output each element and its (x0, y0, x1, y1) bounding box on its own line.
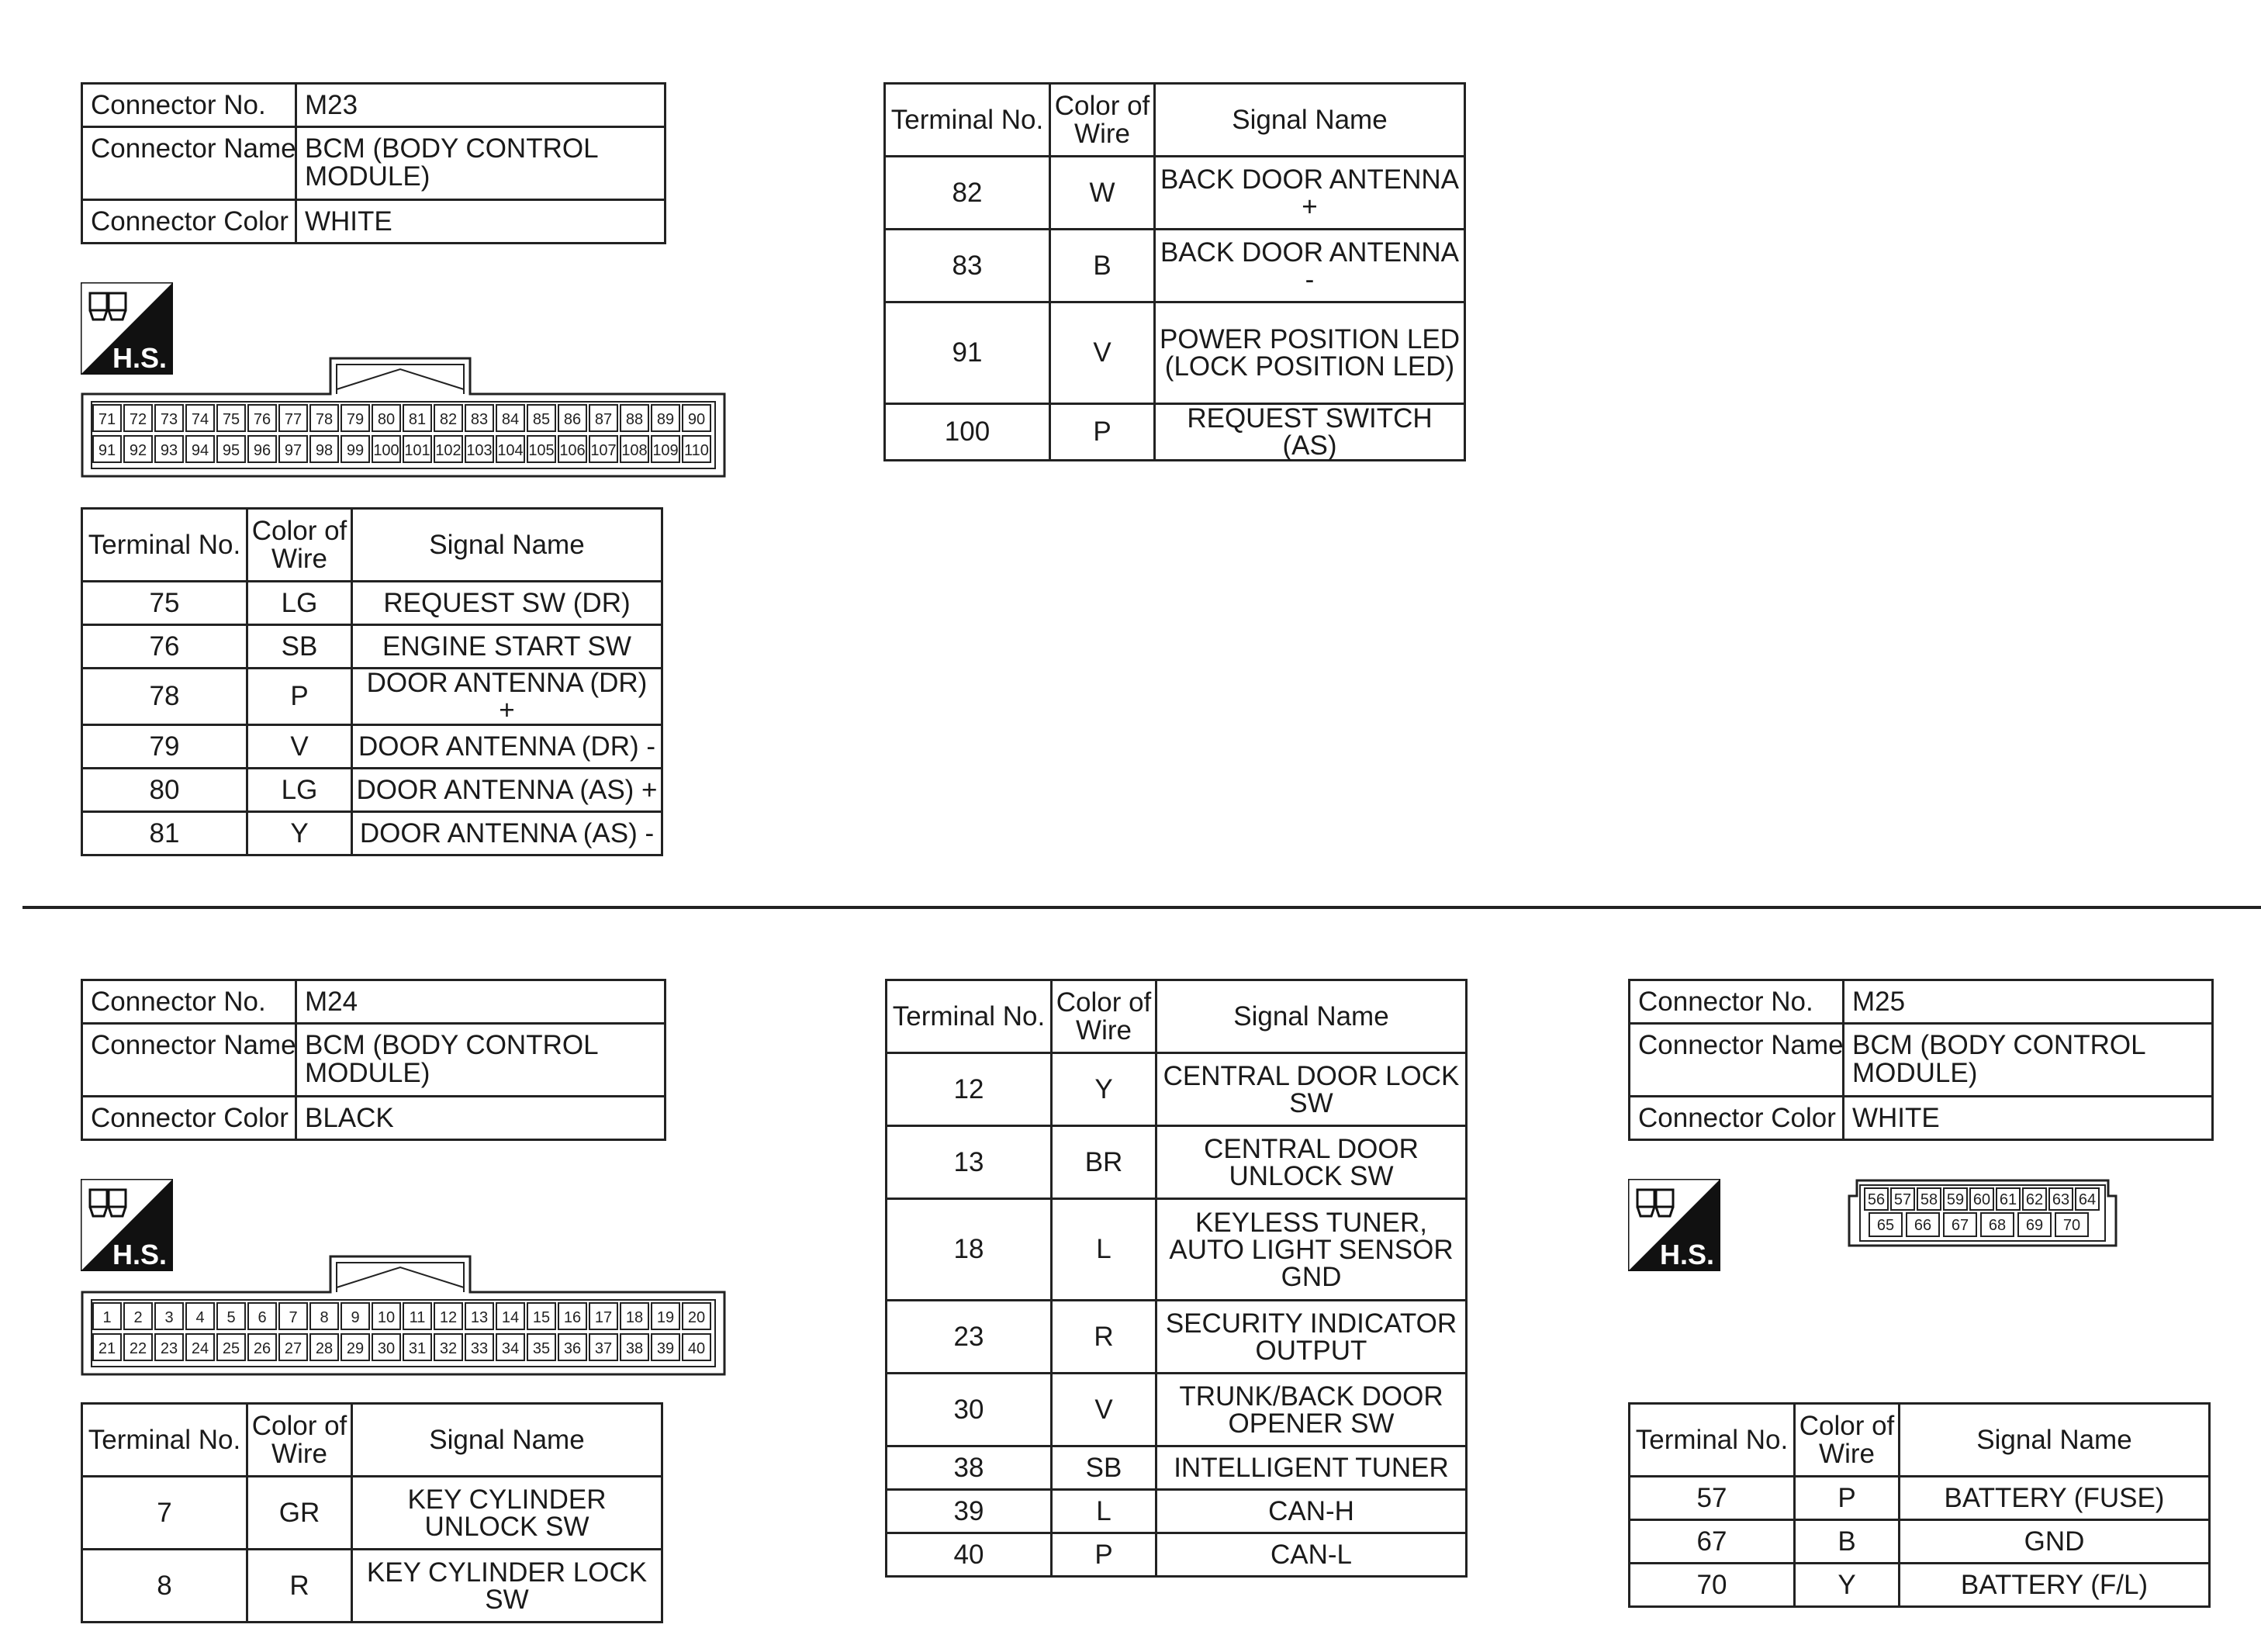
pin-number: 32 (439, 1340, 458, 1357)
signal-name-cell: INTELLIGENT TUNER (1156, 1446, 1467, 1490)
table-row (887, 1446, 1467, 1490)
terminal-no-cell: 23 (887, 1301, 1052, 1374)
terminal-no-cell: 70 (1630, 1564, 1795, 1607)
pin-number: 8 (320, 1309, 329, 1326)
terminal-table-m24-a (81, 1402, 663, 1623)
pin-number: 7 (289, 1309, 298, 1326)
connector-color-label: Connector Color (1630, 1097, 1844, 1140)
connector-no-label: Connector No. (82, 980, 296, 1024)
pin-number: 13 (470, 1309, 489, 1326)
terminal-no-cell: 100 (885, 404, 1050, 461)
harness-side-label: H.S. (112, 1239, 168, 1270)
pin-number: 67 (1951, 1217, 1969, 1234)
pin-number: 1 (102, 1309, 112, 1326)
terminal-no-cell: 39 (887, 1490, 1052, 1533)
signal-name-cell: BACK DOOR ANTENNA - (1155, 230, 1465, 302)
wire-color-cell: L (1052, 1199, 1156, 1301)
header-signal-name: Signal Name (352, 509, 662, 582)
table-row (1630, 1477, 2210, 1520)
pin-number: 26 (253, 1340, 271, 1357)
connector-info-m25 (1628, 979, 2214, 1141)
table-row (887, 1374, 1467, 1446)
signal-name-cell: ENGINE START SW (352, 625, 662, 669)
terminal-no-cell: 83 (885, 230, 1050, 302)
wire-color-cell: Y (1052, 1053, 1156, 1126)
terminal-no-cell: 82 (885, 157, 1050, 230)
wire-color-cell: Y (1795, 1564, 1900, 1607)
table-row (885, 302, 1465, 404)
connector-name-value: BCM (BODY CONTROL MODULE) (1844, 1024, 2213, 1097)
table-row (1630, 1520, 2210, 1564)
wire-color-cell: V (1052, 1374, 1156, 1446)
table-row (82, 769, 662, 812)
pin-number: 34 (501, 1340, 520, 1357)
terminal-no-cell: 91 (885, 302, 1050, 404)
pin-number: 63 (2052, 1191, 2070, 1208)
table-row (887, 1533, 1467, 1577)
terminal-no-cell: 38 (887, 1446, 1052, 1490)
wire-color-cell: SB (247, 625, 352, 669)
table-row (82, 669, 662, 725)
pin-number: 9 (351, 1309, 360, 1326)
connector-name-label: Connector Name (1630, 1024, 1844, 1097)
pin-number: 105 (528, 442, 555, 459)
pin-number: 82 (439, 411, 458, 428)
pin-number: 4 (195, 1309, 205, 1326)
wire-color-cell: P (247, 669, 352, 725)
pin-number: 40 (687, 1340, 706, 1357)
pin-number: 60 (1972, 1191, 1991, 1208)
header-signal-name: Signal Name (1156, 980, 1467, 1053)
pin-number: 79 (346, 411, 365, 428)
header-terminal-no: Terminal No. (82, 1404, 247, 1477)
pin-number: 80 (377, 411, 396, 428)
harness-side-label: H.S. (112, 342, 168, 374)
wire-color-cell: P (1052, 1533, 1156, 1577)
signal-name-cell: CAN-L (1156, 1533, 1467, 1577)
signal-name-cell: KEY CYLINDER UNLOCK SW (352, 1477, 662, 1550)
section-divider (22, 906, 2261, 909)
connector-name-label: Connector Name (82, 1024, 296, 1097)
connector-no-value: M24 (296, 980, 666, 1024)
pin-number: 85 (532, 411, 551, 428)
pin-number: 23 (160, 1340, 178, 1357)
pin-number: 37 (594, 1340, 613, 1357)
signal-name-cell: SECURITY INDICATOR OUTPUT (1156, 1301, 1467, 1374)
connector-name-value: BCM (BODY CONTROL MODULE) (296, 127, 666, 200)
table-row (885, 230, 1465, 302)
pin-number: 69 (2025, 1217, 2044, 1234)
header-wire-color: Color of Wire (1795, 1404, 1900, 1477)
wire-color-cell: LG (247, 582, 352, 625)
terminal-table-m24-b (885, 979, 1468, 1578)
pin-number: 108 (621, 442, 648, 459)
signal-name-cell: REQUEST SW (DR) (352, 582, 662, 625)
pin-number: 19 (656, 1309, 675, 1326)
connector-info-m23 (81, 82, 666, 244)
terminal-no-cell: 57 (1630, 1477, 1795, 1520)
header-terminal-no: Terminal No. (887, 980, 1052, 1053)
wire-color-cell: L (1052, 1490, 1156, 1533)
pin-number: 73 (160, 411, 178, 428)
terminal-no-cell: 79 (82, 725, 247, 769)
connector-color-label: Connector Color (82, 1097, 296, 1140)
pin-number: 107 (590, 442, 617, 459)
pin-number: 65 (1876, 1217, 1895, 1234)
header-signal-name: Signal Name (1155, 84, 1465, 157)
signal-name-cell: KEYLESS TUNER, AUTO LIGHT SENSOR GND (1156, 1199, 1467, 1301)
table-row (82, 1477, 662, 1550)
pin-number: 100 (373, 442, 399, 459)
terminal-no-cell: 8 (82, 1550, 247, 1623)
connector-no-label: Connector No. (82, 84, 296, 127)
wire-color-cell: SB (1052, 1446, 1156, 1490)
wire-color-cell: GR (247, 1477, 352, 1550)
header-signal-name: Signal Name (352, 1404, 662, 1477)
signal-name-cell: DOOR ANTENNA (AS) - (352, 812, 662, 855)
pin-number: 99 (346, 442, 365, 459)
table-row (887, 1301, 1467, 1374)
connector-name-label: Connector Name (82, 127, 296, 200)
pin-number: 94 (191, 442, 209, 459)
terminal-no-cell: 75 (82, 582, 247, 625)
wire-color-cell: Y (247, 812, 352, 855)
connector-no-value: M25 (1844, 980, 2213, 1024)
wire-color-cell: LG (247, 769, 352, 812)
pin-number: 24 (191, 1340, 209, 1357)
terminal-no-cell: 12 (887, 1053, 1052, 1126)
pin-number: 36 (563, 1340, 582, 1357)
header-signal-name: Signal Name (1900, 1404, 2210, 1477)
pin-number: 28 (315, 1340, 334, 1357)
wire-color-cell: V (247, 725, 352, 769)
pin-number: 90 (687, 411, 706, 428)
signal-name-cell: CENTRAL DOOR LOCK SW (1156, 1053, 1467, 1126)
pin-number: 91 (98, 442, 116, 459)
terminal-no-cell: 13 (887, 1126, 1052, 1199)
signal-name-cell: DOOR ANTENNA (AS) + (352, 769, 662, 812)
connector-color-value: WHITE (296, 200, 666, 244)
pin-number: 110 (684, 442, 709, 459)
header-terminal-no: Terminal No. (1630, 1404, 1795, 1477)
pin-number: 66 (1914, 1217, 1932, 1234)
header-wire-color: Color of Wire (1050, 84, 1155, 157)
pin-number: 62 (2025, 1191, 2044, 1208)
table-row (885, 404, 1465, 461)
connector-color-value: WHITE (1844, 1097, 2213, 1140)
pin-number: 75 (222, 411, 240, 428)
connector-latch-mark (337, 1267, 464, 1287)
connector-color-label: Connector Color (82, 200, 296, 244)
wire-color-cell: P (1795, 1477, 1900, 1520)
terminal-no-cell: 80 (82, 769, 247, 812)
pin-number: 77 (284, 411, 303, 428)
table-row (82, 812, 662, 855)
table-row (887, 1490, 1467, 1533)
pin-number: 16 (563, 1309, 582, 1326)
pin-number: 5 (226, 1309, 236, 1326)
terminal-no-cell: 18 (887, 1199, 1052, 1301)
pin-number: 97 (284, 442, 303, 459)
signal-name-cell: CAN-H (1156, 1490, 1467, 1533)
pin-number: 58 (1920, 1191, 1938, 1208)
pin-number: 59 (1946, 1191, 1965, 1208)
table-row (887, 1199, 1467, 1301)
pin-number: 88 (625, 411, 644, 428)
pin-number: 72 (129, 411, 147, 428)
pin-number: 31 (408, 1340, 427, 1357)
connector-info-m24 (81, 979, 666, 1141)
pin-number: 106 (559, 442, 586, 459)
pin-number: 86 (563, 411, 582, 428)
pin-number: 96 (253, 442, 271, 459)
wire-color-cell: P (1050, 404, 1155, 461)
pin-number: 56 (1867, 1191, 1886, 1208)
wire-color-cell: V (1050, 302, 1155, 404)
pin-number: 20 (687, 1309, 706, 1326)
header-terminal-no: Terminal No. (885, 84, 1050, 157)
pin-number: 30 (377, 1340, 396, 1357)
table-row (1630, 1564, 2210, 1607)
connector-face-m23 (81, 357, 726, 478)
pin-number: 17 (594, 1309, 613, 1326)
table-row (885, 157, 1465, 230)
pin-number: 101 (404, 442, 430, 459)
signal-name-cell: BATTERY (FUSE) (1900, 1477, 2210, 1520)
pin-number: 83 (470, 411, 489, 428)
pin-number: 27 (284, 1340, 303, 1357)
connector-latch-mark (337, 369, 464, 389)
pin-number: 89 (656, 411, 675, 428)
pin-number: 33 (470, 1340, 489, 1357)
terminal-table-m23-a (81, 507, 663, 856)
pin-number: 3 (164, 1309, 174, 1326)
signal-name-cell: BATTERY (F/L) (1900, 1564, 2210, 1607)
connector-face-m25 (1848, 1179, 2119, 1247)
pin-number: 10 (377, 1309, 396, 1326)
pin-number: 104 (497, 442, 524, 459)
table-row (887, 1126, 1467, 1199)
wire-color-cell: R (1052, 1301, 1156, 1374)
pin-number: 2 (133, 1309, 143, 1326)
table-row (887, 1053, 1467, 1126)
pin-number: 98 (315, 442, 334, 459)
connector-color-value: BLACK (296, 1097, 666, 1140)
signal-name-cell: BACK DOOR ANTENNA + (1155, 157, 1465, 230)
pin-number: 18 (625, 1309, 644, 1326)
pin-number: 71 (98, 411, 116, 428)
connector-name-value: BCM (BODY CONTROL MODULE) (296, 1024, 666, 1097)
signal-name-cell: KEY CYLINDER LOCK SW (352, 1550, 662, 1623)
table-row (82, 725, 662, 769)
pin-number: 64 (2078, 1191, 2097, 1208)
pin-number: 93 (160, 442, 178, 459)
signal-name-cell: CENTRAL DOOR UNLOCK SW (1156, 1126, 1467, 1199)
pin-number: 22 (129, 1340, 147, 1357)
pin-number: 84 (501, 411, 520, 428)
pin-number: 87 (594, 411, 613, 428)
signal-name-cell: DOOR ANTENNA (DR) + (352, 669, 662, 725)
signal-name-cell: REQUEST SWITCH (AS) (1155, 404, 1465, 461)
pin-number: 109 (652, 442, 679, 459)
wire-color-cell: W (1050, 157, 1155, 230)
header-terminal-no: Terminal No. (82, 509, 247, 582)
pin-number: 38 (625, 1340, 644, 1357)
table-row (82, 1550, 662, 1623)
signal-name-cell: TRUNK/BACK DOOR OPENER SW (1156, 1374, 1467, 1446)
harness-side-icon (1628, 1179, 1720, 1271)
terminal-no-cell: 76 (82, 625, 247, 669)
table-row (82, 625, 662, 669)
pin-number: 103 (466, 442, 493, 459)
pin-number: 78 (315, 411, 334, 428)
wire-color-cell: B (1050, 230, 1155, 302)
pin-number: 81 (408, 411, 427, 428)
terminal-no-cell: 30 (887, 1374, 1052, 1446)
connector-no-label: Connector No. (1630, 980, 1844, 1024)
pin-number: 25 (222, 1340, 240, 1357)
header-wire-color: Color of Wire (247, 509, 352, 582)
pin-number: 95 (222, 442, 240, 459)
pin-number: 11 (409, 1309, 426, 1326)
header-wire-color: Color of Wire (1052, 980, 1156, 1053)
pin-number: 12 (439, 1309, 458, 1326)
pin-number: 76 (253, 411, 271, 428)
pin-number: 21 (98, 1340, 116, 1357)
connector-face-m24 (81, 1255, 726, 1376)
terminal-no-cell: 67 (1630, 1520, 1795, 1564)
pin-number: 61 (1999, 1191, 2017, 1208)
terminal-no-cell: 40 (887, 1533, 1052, 1577)
pin-number: 102 (435, 442, 462, 459)
pin-number: 74 (191, 411, 209, 428)
signal-name-cell: POWER POSITION LED (LOCK POSITION LED) (1155, 302, 1465, 404)
signal-name-cell: GND (1900, 1520, 2210, 1564)
connector-no-value: M23 (296, 84, 666, 127)
wire-color-cell: R (247, 1550, 352, 1623)
table-row (82, 582, 662, 625)
pin-number: 57 (1893, 1191, 1912, 1208)
pin-number: 15 (532, 1309, 551, 1326)
pin-number: 70 (2062, 1217, 2081, 1234)
wire-color-cell: B (1795, 1520, 1900, 1564)
terminal-no-cell: 78 (82, 669, 247, 725)
pin-number: 68 (1988, 1217, 2007, 1234)
header-wire-color: Color of Wire (247, 1404, 352, 1477)
signal-name-cell: DOOR ANTENNA (DR) - (352, 725, 662, 769)
wire-color-cell: BR (1052, 1126, 1156, 1199)
pin-number: 14 (501, 1309, 520, 1326)
terminal-no-cell: 81 (82, 812, 247, 855)
pin-number: 35 (532, 1340, 551, 1357)
terminal-table-m25-a (1628, 1402, 2211, 1608)
terminal-table-m23-b (883, 82, 1466, 461)
pin-number: 29 (346, 1340, 365, 1357)
pin-number: 39 (656, 1340, 675, 1357)
terminal-no-cell: 7 (82, 1477, 247, 1550)
pin-number: 6 (258, 1309, 267, 1326)
harness-side-label: H.S. (1659, 1239, 1715, 1270)
pin-number: 92 (129, 442, 147, 459)
